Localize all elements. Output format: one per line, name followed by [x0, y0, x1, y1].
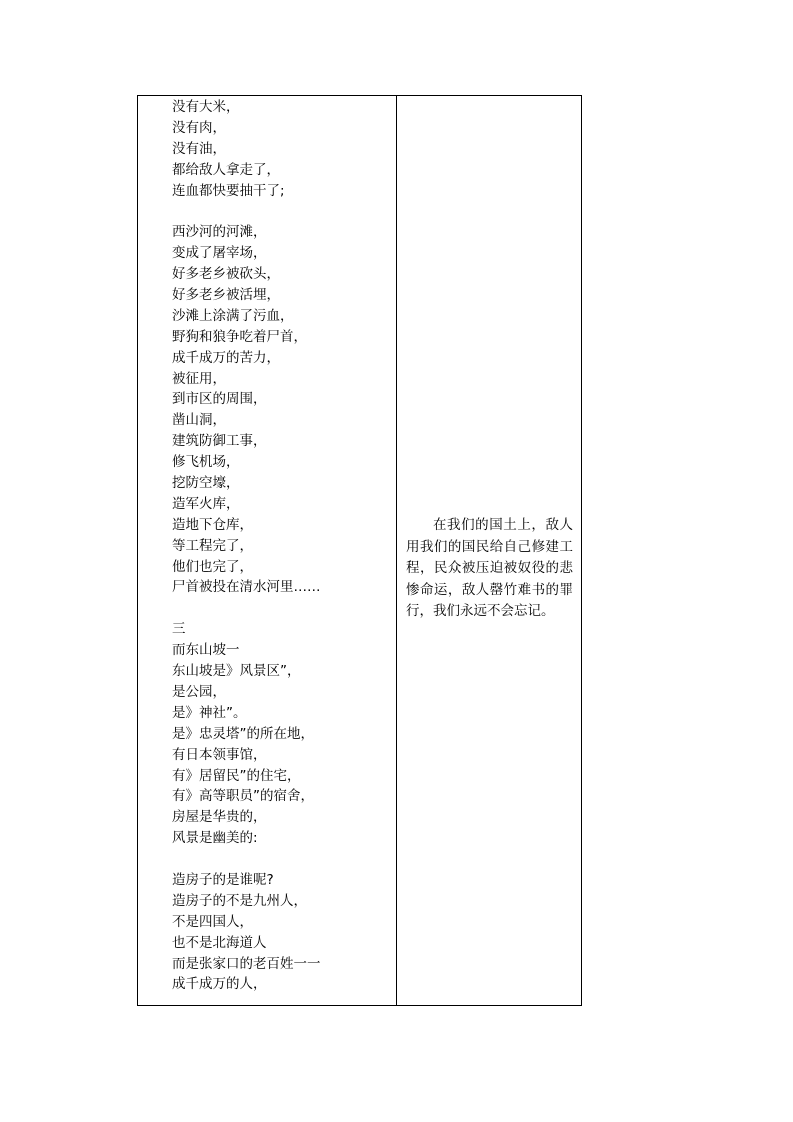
poem-line: 有》居留民”的住宅， [172, 767, 301, 784]
poem-line: 造房子的是谁呢? [172, 871, 274, 888]
poem-line: 西沙河的河滩， [172, 224, 267, 241]
poem-line: 三 [172, 621, 186, 638]
stanza-break [172, 201, 396, 222]
commentary-text: 在我们的国土上，敌人用我们的国民给自己修建工程，民众被压迫被奴役的悲惨命运，敌人罄竹难书的罪行，我们永远不会忘记。 [406, 517, 573, 620]
poem-line: 不是四国人， [172, 913, 253, 930]
poem-line: 东山坡是》风景区”， [172, 663, 301, 680]
poem-line: 尸首被投在清水河里…… [172, 579, 321, 596]
poem-line: 挖防空壕， [172, 475, 240, 492]
poem-line: 野狗和狼争吃着尸首， [172, 328, 307, 345]
poem-line: 变成了屠宰场， [172, 245, 267, 262]
poem-line: 好多老乡被活埋， [172, 287, 280, 304]
poem-line: 也不是北海道人 [172, 934, 267, 951]
poem-line: 是公园， [172, 683, 226, 700]
poem-line: 等工程完了， [172, 537, 253, 554]
poem-table [137, 95, 582, 1006]
poem-line: 都给敌人拿走了， [172, 161, 280, 178]
poem-line: 凿山洞， [172, 412, 226, 429]
poem-line: 没有肉， [172, 119, 226, 136]
poem-line: 好多老乡被砍头， [172, 266, 280, 283]
poem-line: 建筑防御工事， [172, 433, 267, 450]
stanza-break [172, 849, 396, 870]
poem-line: 有》高等职员”的宿舍， [172, 788, 314, 805]
poem-line: 是》神社”。 [172, 704, 247, 721]
poem-line: 他们也完了， [172, 558, 253, 575]
poem-line: 有日本领事馆， [172, 746, 267, 763]
poem-line: 被征用， [172, 370, 226, 387]
poem-line: 房屋是华贵的， [172, 809, 267, 826]
poem-line: 造房子的不是九州人， [172, 892, 307, 909]
poem-line: 修飞机场， [172, 454, 240, 471]
poem-line: 成千成万的苦力， [172, 349, 280, 366]
poem-line: 连血都快要抽干了; [172, 182, 285, 199]
poem-line: 没有大米， [172, 99, 240, 115]
poem-line: 是》忠灵塔”的所在地， [172, 725, 314, 742]
stanza-break [172, 598, 396, 619]
poem-line: 沙滩上涂满了污血， [172, 307, 294, 324]
poem-line: 而是张家口的老百姓一一 [172, 955, 321, 972]
poem-line: 成千成万的人， [172, 976, 267, 993]
poem-text-cell [138, 96, 397, 1005]
poem-line: 到市区的周围， [172, 391, 267, 408]
commentary-cell [397, 96, 581, 1005]
poem-line: 没有油， [172, 140, 226, 157]
poem-line: 造军火库， [172, 495, 240, 512]
poem-line: 造地下仓库， [172, 516, 253, 533]
poem-line: 而东山坡一 [172, 642, 240, 659]
poem-line: 风景是幽美的: [172, 830, 258, 847]
